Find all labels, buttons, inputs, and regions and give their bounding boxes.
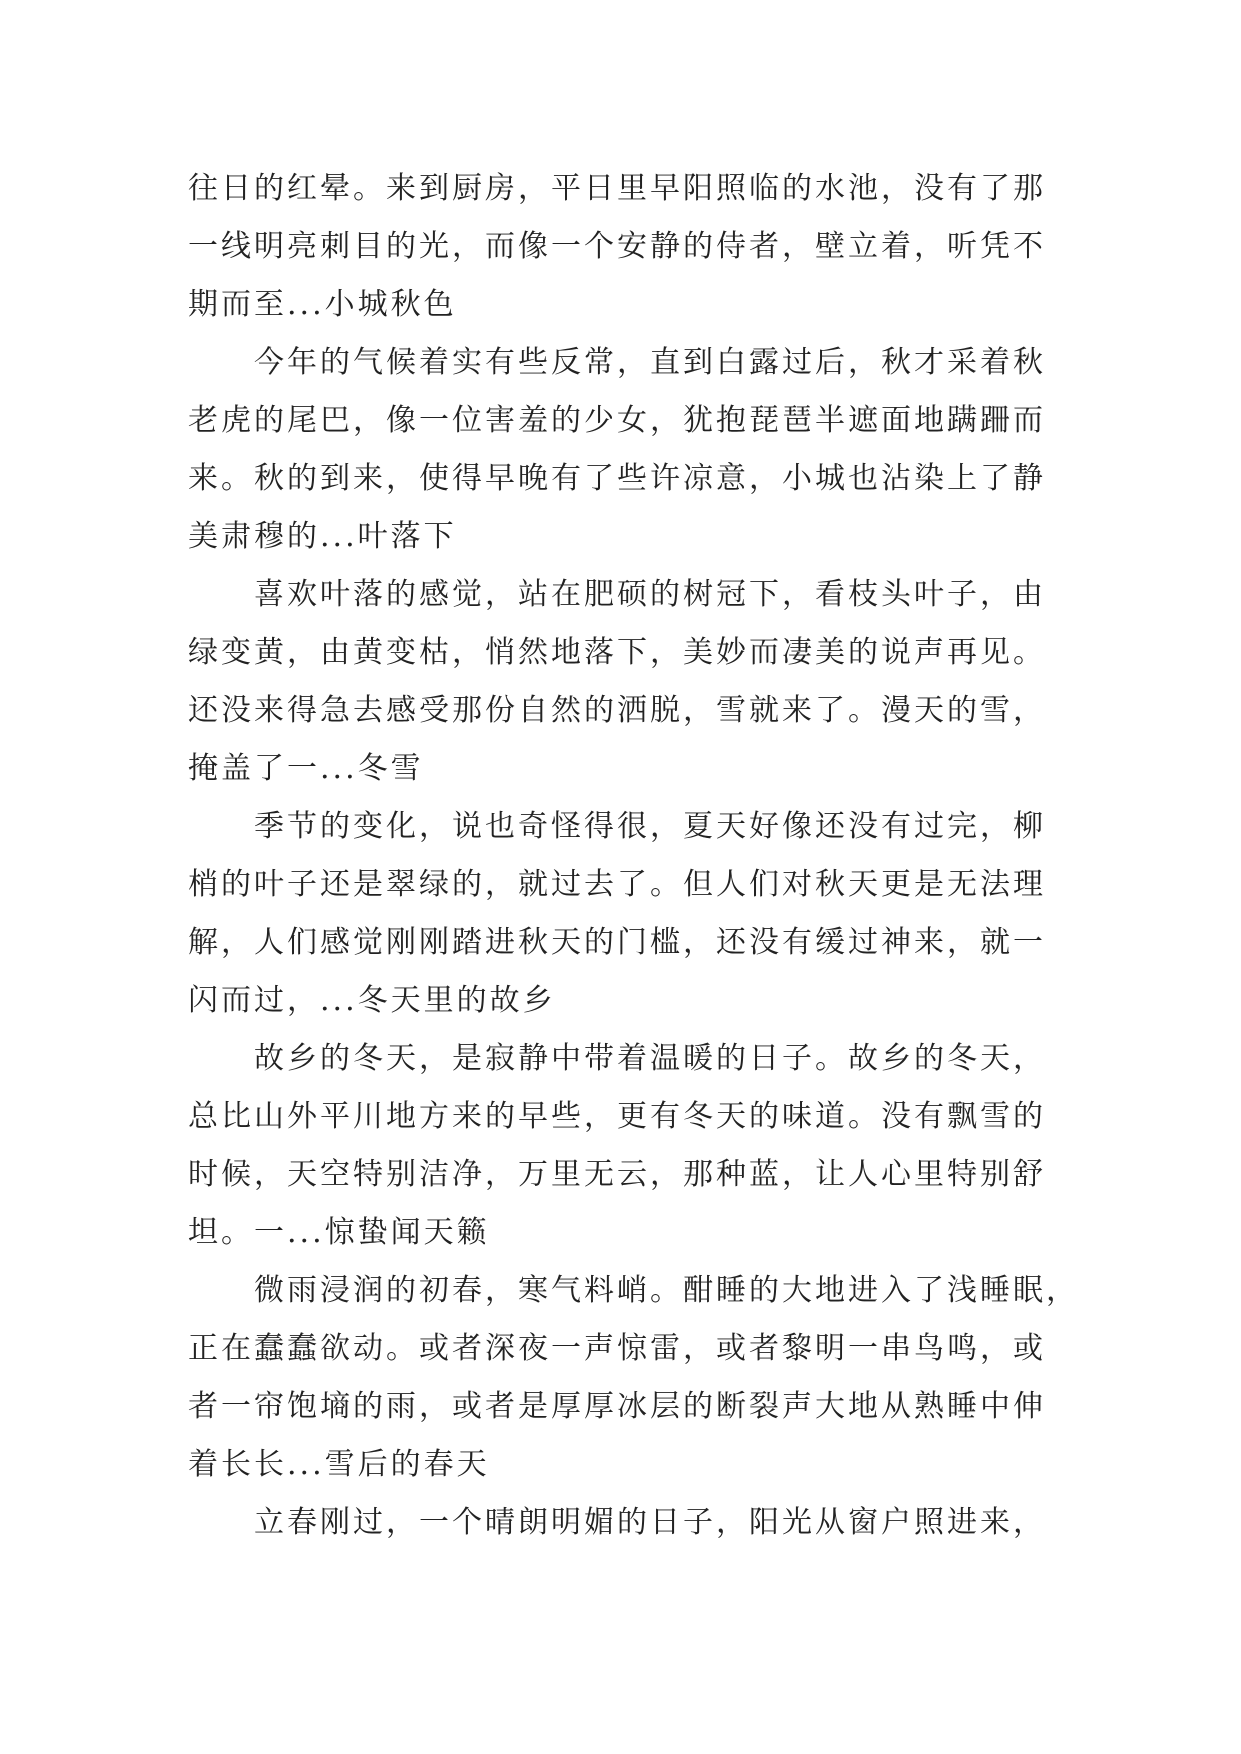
paragraph-first-line: 季节的变化，说也奇怪得很，夏天好像还没有过完，柳: [254, 809, 1046, 844]
text-line: 正在蠢蠢欲动。或者深夜一声惊雷，或者黎明一串鸟鸣，或: [188, 1331, 1046, 1366]
paragraph-first-line: 今年的气候着实有些反常，直到白露过后，秋才采着秋: [254, 345, 1046, 380]
document-body: [188, 160, 1079, 1552]
text-line: 期而至...小城秋色: [188, 287, 457, 322]
text-line: 时候，天空特别洁净，万里无云，那种蓝，让人心里特别舒: [188, 1157, 1046, 1192]
text-line: 还没来得急去感受那份自然的洒脱，雪就来了。漫天的雪，: [188, 693, 1046, 728]
text-line: 总比山外平川地方来的早些，更有冬天的味道。没有飘雪的: [188, 1099, 1046, 1134]
text-line: 老虎的尾巴，像一位害羞的少女，犹抱琵琶半遮面地蹒跚而: [188, 403, 1046, 438]
text-line: 梢的叶子还是翠绿的，就过去了。但人们对秋天更是无法理: [188, 867, 1046, 902]
text-line: 一线明亮刺目的光，而像一个安静的侍者，壁立着，听凭不: [188, 229, 1046, 264]
text-line: 美肃穆的...叶落下: [188, 519, 457, 554]
paragraph-first-line: 微雨浸润的初春，寒气料峭。酣睡的大地进入了浅睡眠，: [254, 1273, 1079, 1308]
text-line: 着长长...雪后的春天: [188, 1447, 490, 1482]
text-line: 闪而过，...冬天里的故乡: [188, 983, 556, 1018]
paragraph-first-line: 立春刚过，一个晴朗明媚的日子，阳光从窗户照进来，: [254, 1505, 1046, 1540]
paragraph-first-line: 故乡的冬天，是寂静中带着温暖的日子。故乡的冬天，: [254, 1041, 1046, 1076]
paragraph-first-line: 喜欢叶落的感觉，站在肥硕的树冠下，看枝头叶子，由: [254, 577, 1046, 612]
text-line: 坦。一...惊蛰闻天籁: [188, 1215, 490, 1250]
text-line: 绿变黄，由黄变枯，悄然地落下，美妙而凄美的说声再见。: [188, 635, 1046, 670]
text-line: 来。秋的到来，使得早晚有了些许凉意，小城也沾染上了静: [188, 461, 1046, 496]
text-line: 解，人们感觉刚刚踏进秋天的门槛，还没有缓过神来，就一: [188, 925, 1046, 960]
text-line: 掩盖了一...冬雪: [188, 751, 424, 786]
text-line: 者一帘饱墒的雨，或者是厚厚冰层的断裂声大地从熟睡中伸: [188, 1389, 1046, 1424]
text-line: 往日的红晕。来到厨房，平日里早阳照临的水池，没有了那: [188, 171, 1046, 206]
